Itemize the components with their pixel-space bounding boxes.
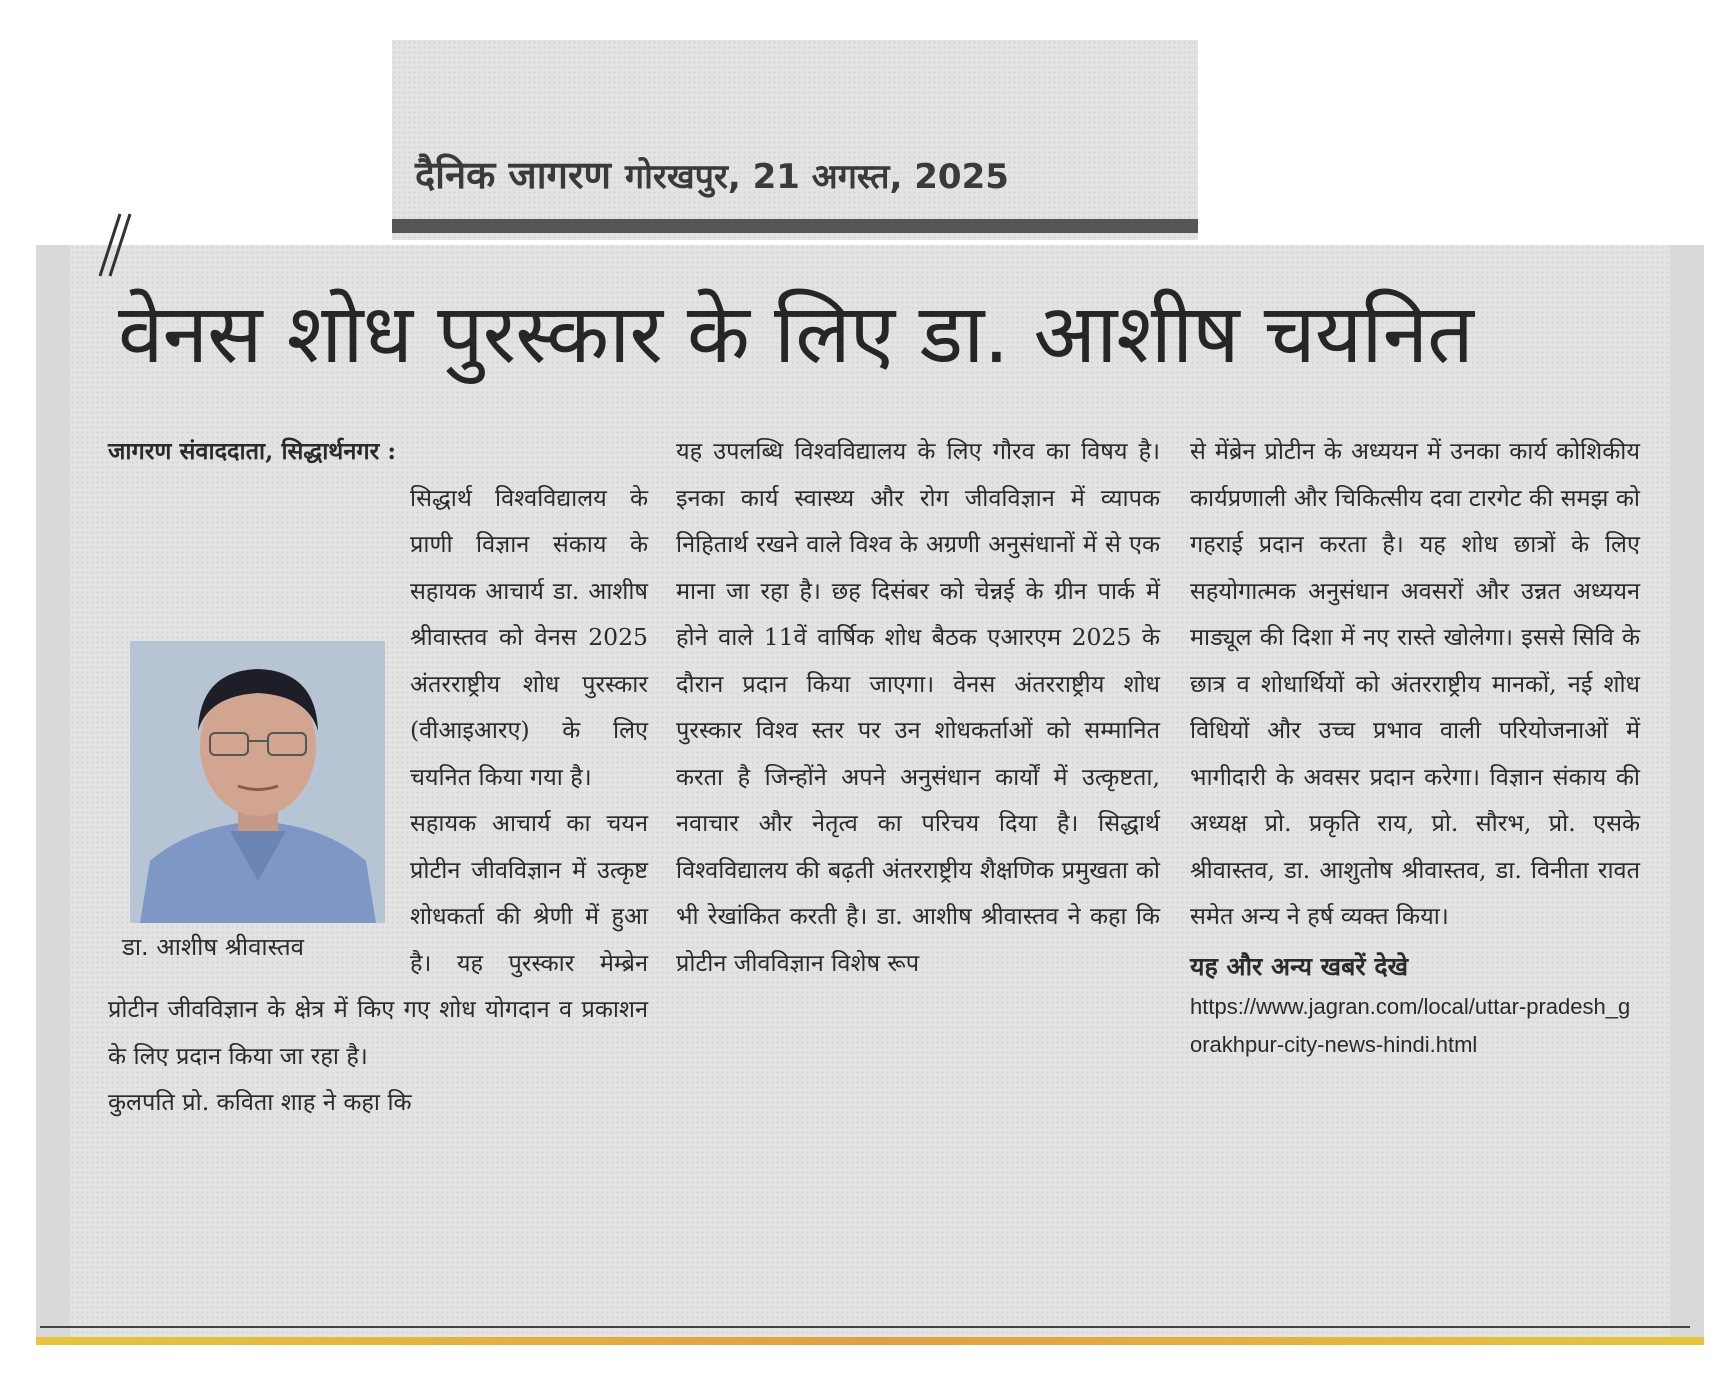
see-more-heading: यह और अन्य खबरें देखे	[1190, 951, 1409, 981]
col1-paragraph-3: कुलपति प्रो. कविता शाह ने कहा कि	[108, 1088, 412, 1116]
portrait-photo	[130, 641, 385, 923]
photo-block	[108, 475, 398, 985]
article-column-1	[108, 428, 648, 1126]
photo-caption: डा. आशीष श्रीवास्तव	[122, 932, 305, 961]
col2-text: यह उपलब्धि विश्वविद्यालय के लिए गौरव का विषय है। इनका कार्य स्वास्थ्य और रोग जीवविज्ञान में व्यापक निहितार्थ रखने वाले विश्व के अग्रणी अनुसंधानों में से एक माना जा रहा है। छह दिसंबर को चेन्नई के ग्रीन पार्क में होने वाले 11वें वार्षिक शोध बैठक एआरएम 2025 के दौरान प्रदान किया जाएगा। वेनस अंतरराष्ट्रीय शोध पुरस्कार विश्व स्तर पर उन शोधकर्ताओं को सम्मानित करता है जिन्होंने अपने अनुसंधान कार्यों में उत्कृष्टता, नवाचार और नेतृत्व का परिचय दिया है। सिद्धार्थ विश्वविद्यालय की बढ़ती अंतरराष्ट्रीय शैक्षणिक प्रमुखता को भी रेखांकित करती है। डा. आशीष श्रीवास्तव ने कहा कि प्रोटीन जीवविज्ञान विशेष रूप	[676, 437, 1160, 977]
masthead-strip	[392, 40, 1198, 240]
dateline: गोरखपुर, 21 अगस्त, 2025	[624, 157, 1009, 197]
bottom-rule	[40, 1326, 1690, 1328]
article-column-3	[1190, 428, 1640, 1064]
masthead-rule	[392, 219, 1198, 233]
newspaper-name: दैनिक जागरण	[415, 153, 611, 197]
col1-paragraph-2: सहायक आचार्य का चयन प्रोटीन जीवविज्ञान में उत्कृष्ट शोधकर्ता की श्रेणी में हुआ है। यह पुरस्कार मेम्ब्रेन प्रोटीन जीवविज्ञान के क्षेत्र में किए गए शोध योगदान व प्रकाशन के लिए प्रदान किया जा रहा है।	[108, 809, 648, 1070]
source-url: https://www.jagran.com/local/uttar-pradesh_gorakhpur-city-news-hindi.html	[1190, 993, 1631, 1057]
article-column-2	[676, 428, 1160, 986]
headline: वेनस शोध पुरस्कार के लिए डा. आशीष चयनित	[118, 287, 1473, 382]
masthead	[415, 148, 1175, 208]
col3-text: से मेंब्रेन प्रोटीन के अध्ययन में उनका कार्य कोशिकीय कार्यप्रणाली और चिकित्सीय दवा टारगेट की समझ को गहराई प्रदान करता है। यह शोध छात्रों के लिए सहयोगात्मक अनुसंधान अवसरों और उन्नत अध्ययन माड्यूल की दिशा में नए रास्ते खोलेगा। इससे सिवि के छात्र व शोधार्थियों को अंतरराष्ट्रीय मानकों, नई शोध विधियों और उच्च प्रभाव वाली परियोजनाओं में भागीदारी के अवसर प्रदान करेगा। विज्ञान संकाय की अध्यक्ष प्रो. प्रकृति राय, प्रो. सौरभ, प्रो. एसके श्रीवास्तव, डा. आशुतोष श्रीवास्तव, डा. विनीता रावत समेत अन्य ने हर्ष व्यक्त किया।	[1190, 437, 1640, 930]
col1-intro: सिद्धार्थ विश्वविद्यालय के प्राणी विज्ञान संकाय के सहायक आचार्य डा. आशीष श्रीवास्तव को वेनस 2025 अंतरराष्ट्रीय शोध पुरस्कार (वीआइआरए) के लिए चयनित किया गया है।	[410, 483, 648, 791]
byline: जागरण संवाददाता, सिद्धार्थनगर :	[108, 437, 397, 465]
bottom-color-strip	[36, 1337, 1704, 1345]
